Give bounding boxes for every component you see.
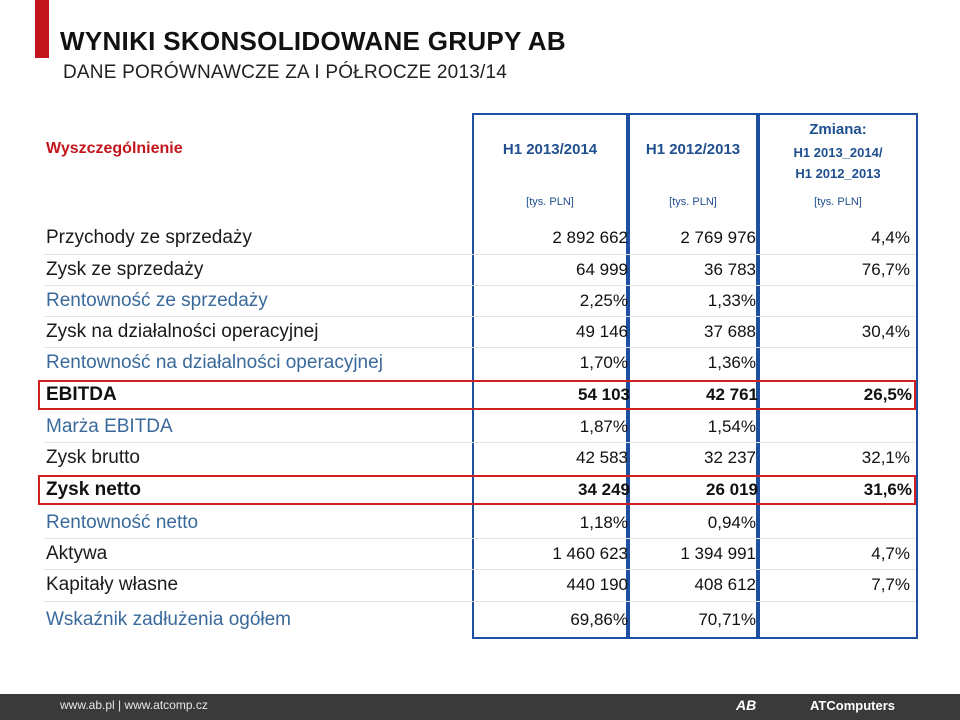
value-h1-2013-2014: 2 892 662 [552,228,628,247]
value-h1-2012-2013: 70,71% [698,610,756,629]
row-label: Zysk netto [46,479,142,500]
atcomputers-logo: ATComputers [810,698,895,713]
value-change: 7,7% [871,575,910,594]
ab-logo: AB [736,697,757,713]
row-label: Kapitały własne [46,574,179,595]
row-label: Marża EBITDA [46,416,173,437]
value-h1-2013-2014: 2,25% [579,291,628,310]
row-label: EBITDA [46,384,117,405]
value-h1-2012-2013: 42 761 [706,385,758,404]
header-change-line2: H1 2013_2014/ [793,145,883,160]
value-change: 4,4% [871,228,910,247]
value-h1-2013-2014: 440 190 [566,575,628,594]
value-h1-2012-2013: 26 019 [706,480,758,499]
value-h1-2012-2013: 37 688 [704,322,756,341]
value-h1-2013-2014: 49 146 [576,322,628,341]
row-divider [44,601,916,602]
table-row-highlighted [38,380,916,410]
unit-label: [tys. PLN] [814,196,862,208]
value-h1-2013-2014: 54 103 [578,385,630,404]
value-h1-2012-2013: 1,36% [707,353,756,372]
value-h1-2013-2014: 69,86% [570,610,628,629]
table-row [44,286,916,316]
value-change: 4,7% [871,544,910,563]
page-subtitle: DANE PORÓWNAWCZE ZA I PÓŁROCZE 2013/14 [63,62,507,83]
row-label: Rentowność netto [46,512,199,533]
row-label: Zysk na działalności operacyjnej [46,321,319,342]
table-row [44,255,916,285]
value-h1-2012-2013: 2 769 976 [680,228,756,247]
footer-bar [0,694,960,720]
value-h1-2012-2013: 0,94% [707,513,756,532]
table-row [44,348,916,378]
row-label: Zysk ze sprzedaży [46,259,204,280]
table-row [44,412,916,442]
title-accent-bar [35,0,49,58]
table-row [44,223,916,253]
value-h1-2012-2013: 32 237 [704,448,756,467]
header-change-line3: H1 2012_2013 [795,166,881,181]
table-row [44,605,916,635]
value-h1-2013-2014: 42 583 [576,448,628,467]
value-h1-2013-2014: 1,70% [579,353,628,372]
value-h1-2012-2013: 1,54% [707,417,756,436]
value-change: 31,6% [863,480,912,499]
value-h1-2013-2014: 1 460 623 [552,544,628,563]
page-title: WYNIKI SKONSOLIDOWANE GRUPY AB [60,26,566,56]
value-h1-2012-2013: 408 612 [694,575,756,594]
value-change: 30,4% [861,322,910,341]
footer-links[interactable]: www.ab.pl | www.atcomp.cz [60,698,208,712]
value-h1-2012-2013: 36 783 [704,260,756,279]
table-row-highlighted [38,475,916,505]
table-row [44,508,916,538]
row-label: Rentowność ze sprzedaży [46,290,268,311]
value-h1-2012-2013: 1,33% [707,291,756,310]
table-row [44,539,916,569]
value-change: 76,7% [861,260,910,279]
value-h1-2012-2013: 1 394 991 [680,544,756,563]
table-row [44,317,916,347]
value-h1-2013-2014: 1,87% [579,417,628,436]
header-h1-2013-2014: H1 2013/2014 [502,141,598,158]
row-label: Przychody ze sprzedaży [46,227,252,248]
value-h1-2013-2014: 64 999 [576,260,628,279]
unit-label: [tys. PLN] [669,196,717,208]
row-label: Zysk brutto [46,447,140,468]
row-label: Rentowność na działalności operacyjnej [46,352,383,373]
value-change: 32,1% [861,448,910,467]
row-label: Wskaźnik zadłużenia ogółem [46,609,292,630]
value-change: 26,5% [863,385,912,404]
header-change-line1: Zmiana: [809,121,867,138]
value-h1-2013-2014: 1,18% [579,513,628,532]
table-row [44,570,916,600]
unit-label: [tys. PLN] [526,196,574,208]
header-h1-2012-2013: H1 2012/2013 [645,141,741,158]
value-h1-2013-2014: 34 249 [578,480,630,499]
row-label: Aktywa [46,543,108,564]
table-row [44,443,916,473]
header-description: Wyszczególnienie [46,140,183,157]
